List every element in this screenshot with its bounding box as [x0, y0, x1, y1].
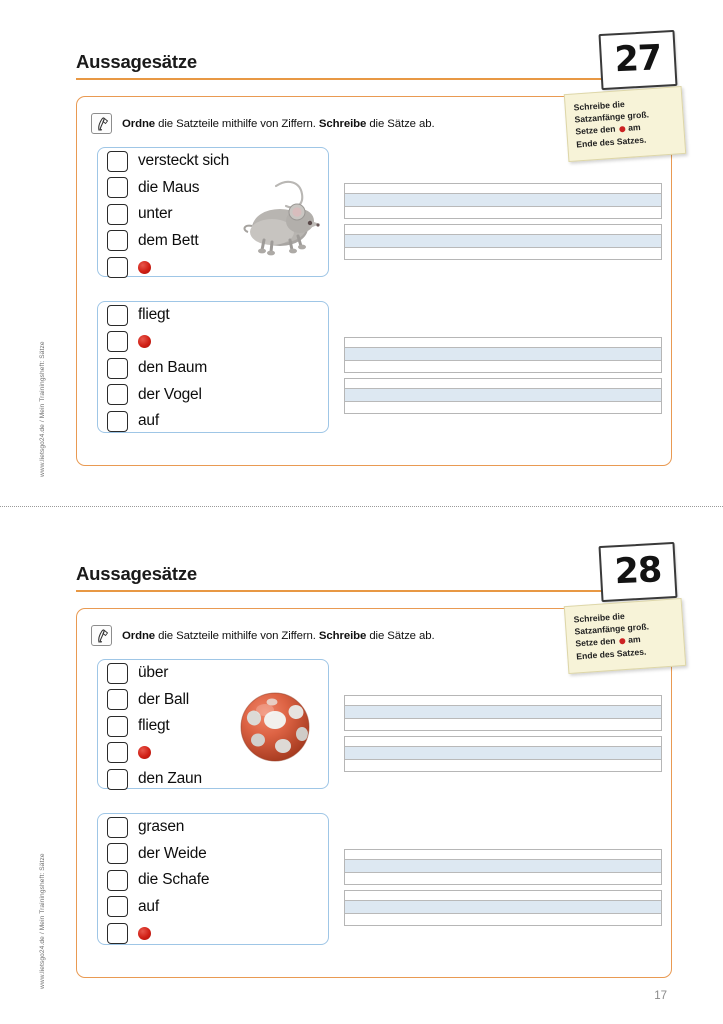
line-band-middle [345, 706, 661, 719]
order-number-box[interactable] [107, 411, 128, 432]
note-line-3: Setze den am [575, 122, 641, 137]
red-dot-icon [138, 335, 151, 348]
page-separator [0, 506, 723, 507]
writing-line[interactable] [344, 337, 662, 373]
line-band-middle [345, 901, 661, 914]
word-row[interactable] [98, 408, 328, 435]
line-band-top [345, 891, 661, 901]
line-band-middle [345, 194, 661, 207]
order-number-box[interactable] [107, 177, 128, 198]
order-number-box[interactable] [107, 843, 128, 864]
writing-lines-1 [344, 183, 662, 265]
instruction-text [122, 630, 435, 642]
line-band-bottom [345, 207, 661, 218]
sentence-part-label: den Zaun [138, 770, 202, 788]
sentence-part-label: dem Bett [138, 231, 199, 249]
line-band-top [345, 737, 661, 747]
word-row[interactable] [98, 382, 328, 409]
order-number-box[interactable] [107, 384, 128, 405]
order-number-box[interactable] [107, 230, 128, 251]
source-credit: www.lietsgo24.de / Mein Trainingsheft: Sätze [39, 853, 46, 989]
exercise-number: 28 [613, 550, 663, 593]
order-number-box[interactable] [107, 742, 128, 763]
page-title: Aussagesätze [76, 563, 197, 584]
exercise-number: 27 [613, 38, 663, 81]
instruction-plain-2: die Sätze ab. [366, 629, 435, 642]
order-number-box[interactable] [107, 257, 128, 278]
red-dot-icon [619, 638, 625, 644]
sentence-part-label: versteckt sich [138, 152, 230, 170]
worksheet-27 [0, 0, 723, 500]
writing-lines-3 [344, 695, 662, 777]
word-row[interactable] [98, 841, 328, 868]
line-band-middle [345, 389, 661, 402]
sentence-part-label: auf [138, 412, 159, 430]
instruction-plain-1: die Satzteile mithilfe von Ziffern. [155, 117, 319, 130]
order-number-box[interactable] [107, 663, 128, 684]
word-row[interactable] [98, 329, 328, 356]
sentence-part-label: die Schafe [138, 871, 210, 889]
word-row[interactable] [98, 814, 328, 841]
note-line-4: Ende des Satzes. [575, 646, 647, 662]
instruction-bold-2: Schreibe [318, 629, 367, 642]
title-underline [76, 78, 606, 80]
writing-line[interactable] [344, 224, 662, 260]
sentence-part-label: über [138, 664, 169, 682]
line-band-top [345, 225, 661, 235]
red-dot-icon [138, 261, 151, 274]
red-dot-icon [138, 927, 151, 940]
note-line-2: Satzanfänge groß. [574, 109, 650, 125]
line-band-middle [345, 235, 661, 248]
writing-lines-4 [344, 849, 662, 931]
worksheet-header [76, 564, 606, 592]
red-dot-icon [619, 126, 625, 132]
hint-sticky-note [564, 86, 686, 162]
red-dot-icon [138, 746, 151, 759]
page-number: 17 [654, 990, 667, 1002]
mouse-illustration [236, 176, 324, 263]
instruction-bold-2: Schreibe [318, 117, 367, 130]
writing-lines-2 [344, 337, 662, 419]
instruction-text [122, 118, 435, 130]
word-row[interactable] [98, 355, 328, 382]
hint-sticky-note [564, 598, 686, 674]
exercise-number-badge [598, 30, 677, 90]
pencil-icon [91, 113, 112, 134]
word-row[interactable] [98, 867, 328, 894]
order-number-box[interactable] [107, 151, 128, 172]
note-line-2: Satzanfänge groß. [574, 621, 650, 637]
writing-line[interactable] [344, 890, 662, 926]
note-line-3: Setze den am [575, 634, 641, 649]
instruction-row [91, 113, 435, 134]
line-band-bottom [345, 248, 661, 259]
source-credit: www.lietsgo24.de / Mein Trainingsheft: Sätze [39, 341, 46, 477]
line-band-top [345, 338, 661, 348]
line-band-bottom [345, 361, 661, 372]
line-band-middle [345, 747, 661, 760]
order-number-box[interactable] [107, 896, 128, 917]
instruction-plain-2: die Sätze ab. [366, 117, 435, 130]
order-number-box[interactable] [107, 358, 128, 379]
note-line-1: Schreibe die [573, 98, 626, 113]
order-number-box[interactable] [107, 817, 128, 838]
ball-illustration [238, 690, 312, 769]
sentence-part-label: fliegt [138, 306, 170, 324]
word-box-1 [97, 147, 329, 277]
sentence-part-label: den Baum [138, 359, 208, 377]
sentence-part-label: unter [138, 205, 173, 223]
word-row[interactable] [98, 894, 328, 921]
order-number-box[interactable] [107, 870, 128, 891]
title-underline [76, 590, 606, 592]
instruction-row [91, 625, 435, 646]
sentence-part-label: die Maus [138, 178, 200, 196]
instruction-plain-1: die Satzteile mithilfe von Ziffern. [155, 629, 319, 642]
order-number-box[interactable] [107, 769, 128, 790]
word-row[interactable] [98, 660, 328, 687]
line-band-bottom [345, 914, 661, 925]
order-number-box[interactable] [107, 923, 128, 944]
order-number-box[interactable] [107, 204, 128, 225]
worksheet-header [76, 52, 606, 80]
writing-line[interactable] [344, 849, 662, 885]
order-number-box[interactable] [107, 716, 128, 737]
word-row[interactable] [98, 302, 328, 329]
line-band-middle [345, 860, 661, 873]
sentence-part-label: der Weide [138, 844, 207, 862]
order-number-box[interactable] [107, 305, 128, 326]
sentence-part-label: grasen [138, 818, 185, 836]
line-band-top [345, 850, 661, 860]
note-line-1: Schreibe die [573, 610, 626, 625]
writing-line[interactable] [344, 695, 662, 731]
sentence-part-label: der Ball [138, 690, 189, 708]
writing-line[interactable] [344, 736, 662, 772]
line-band-bottom [345, 402, 661, 413]
order-number-box[interactable] [107, 331, 128, 352]
writing-line[interactable] [344, 378, 662, 414]
line-band-bottom [345, 719, 661, 730]
order-number-box[interactable] [107, 689, 128, 710]
word-row[interactable] [98, 766, 328, 793]
word-row[interactable] [98, 920, 328, 947]
line-band-top [345, 696, 661, 706]
instruction-bold-1: Ordne [122, 117, 156, 130]
instruction-bold-1: Ordne [122, 629, 156, 642]
page-title: Aussagesätze [76, 51, 197, 72]
line-band-bottom [345, 873, 661, 884]
word-box-4 [97, 813, 329, 945]
sentence-part-label: fliegt [138, 717, 170, 735]
word-row[interactable] [98, 148, 328, 175]
pencil-icon [91, 625, 112, 646]
sentence-part-label: auf [138, 897, 159, 915]
note-line-4: Ende des Satzes. [575, 134, 647, 150]
sentence-part-label: der Vogel [138, 385, 202, 403]
line-band-bottom [345, 760, 661, 771]
line-band-top [345, 184, 661, 194]
writing-line[interactable] [344, 183, 662, 219]
line-band-top [345, 379, 661, 389]
word-box-2 [97, 301, 329, 433]
line-band-middle [345, 348, 661, 361]
worksheet-28 [0, 512, 723, 1024]
exercise-number-badge [598, 542, 677, 602]
word-box-3 [97, 659, 329, 789]
